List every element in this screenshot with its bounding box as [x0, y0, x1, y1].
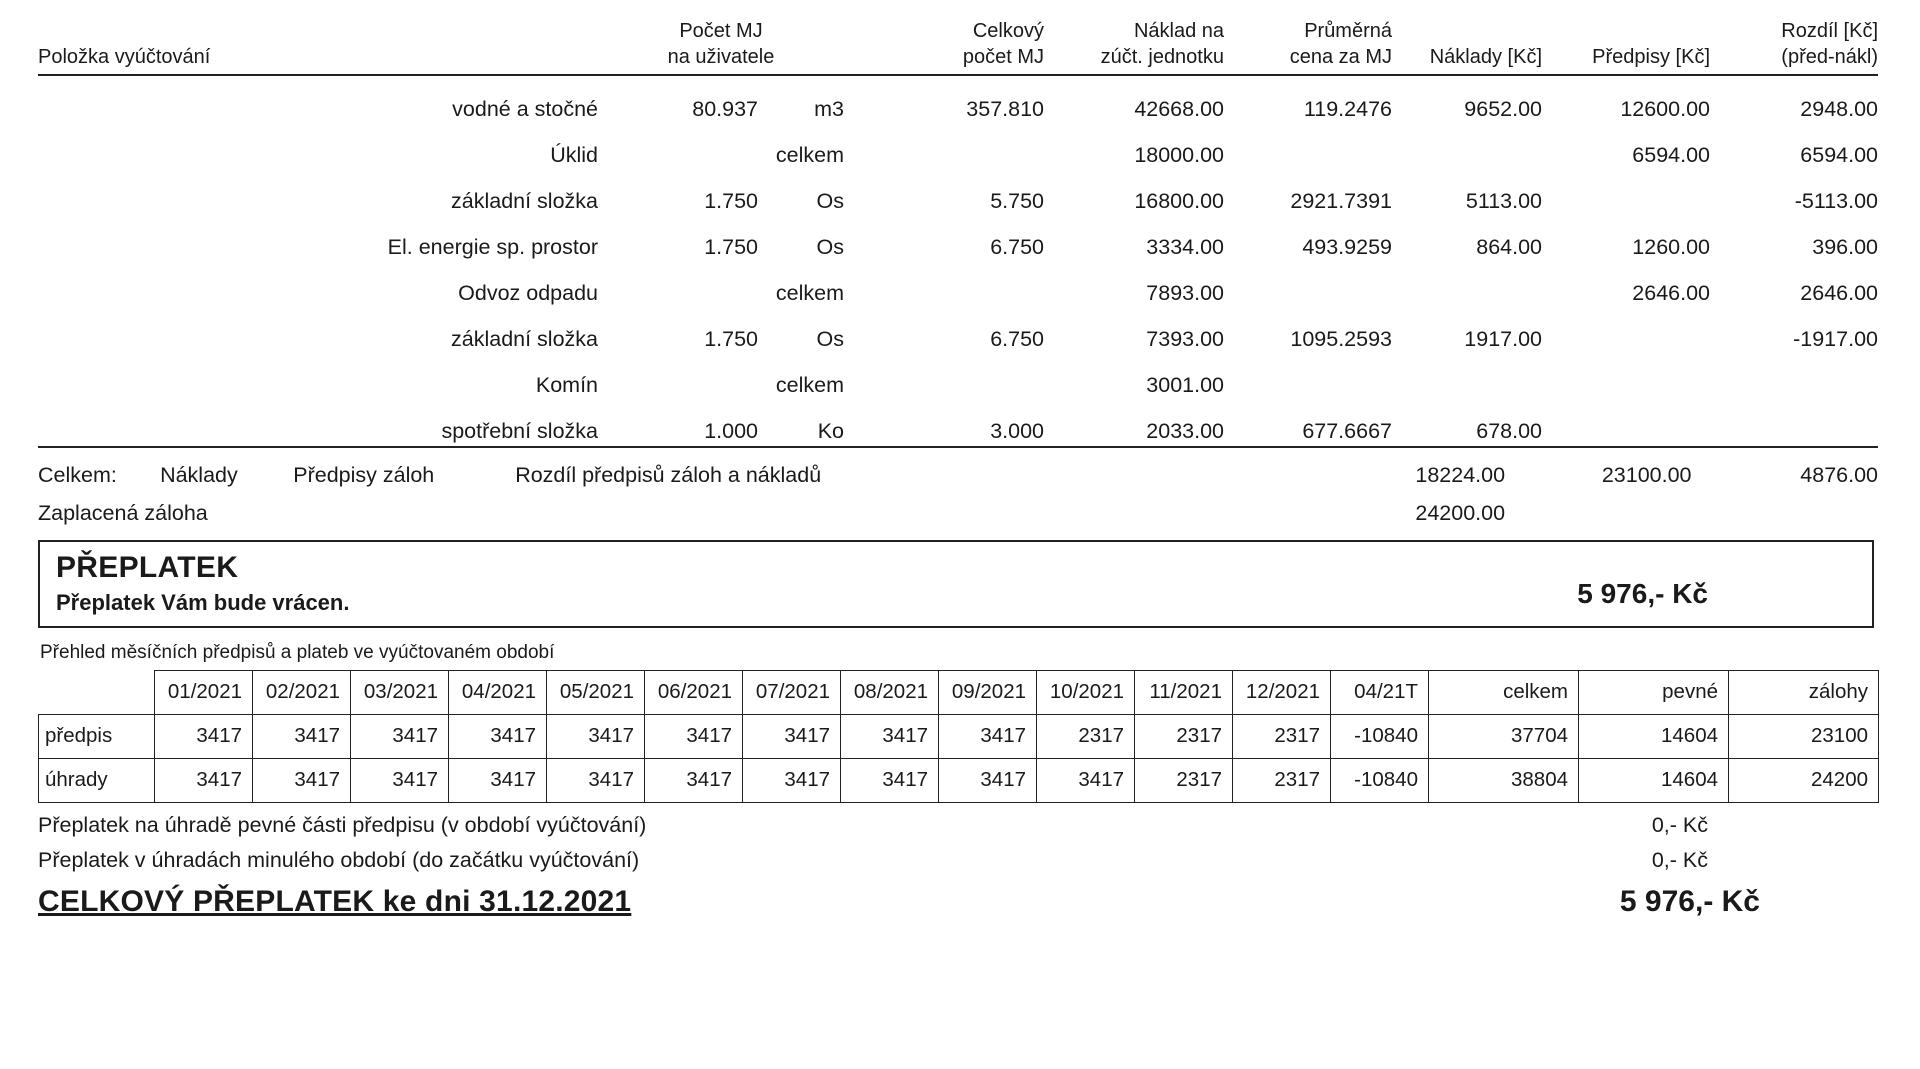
table-header: [38, 18, 1878, 75]
overpayment-amount: 5 976,- Kč: [1577, 578, 1708, 609]
monthly-total-cell: 38804: [1429, 759, 1579, 803]
header-cost-line2: zúčt. jednotku: [1100, 46, 1224, 68]
monthly-cell: 2317: [1037, 715, 1135, 759]
overpayment-box: [38, 540, 1874, 628]
monthly-summary-header: celkem: [1429, 671, 1579, 715]
cell-costs: [1392, 260, 1542, 306]
header-avg-price: [1224, 18, 1392, 75]
monthly-col-header: 11/2021: [1135, 671, 1233, 715]
table-body: [38, 75, 1878, 444]
monthly-cell: 2317: [1135, 715, 1233, 759]
header-mj-line1: Počet MJ: [679, 20, 763, 42]
summary-paid-value: 24200.00: [1415, 501, 1506, 525]
cell-unit: Os: [816, 189, 844, 213]
header-avg-line2: cena za MJ: [1289, 46, 1392, 68]
monthly-cell: 3417: [449, 759, 547, 803]
monthly-cell: 3417: [155, 715, 253, 759]
monthly-cell: 3417: [449, 715, 547, 759]
footer-line1-value: 0,- Kč: [1651, 813, 1708, 837]
cell-cost-per-unit: 18000.00: [1134, 143, 1224, 167]
footer-line1-label: Přeplatek na úhradě pevné části předpisu (v období vyúčtování): [38, 813, 647, 837]
monthly-col-header: 06/2021: [645, 671, 743, 715]
header-item: [38, 18, 598, 75]
cell-cost-per-unit: 3334.00: [1146, 235, 1224, 259]
cell-mj-per-user: celkem: [775, 281, 844, 305]
cell-total-mj: [844, 352, 1044, 398]
monthly-cell: -10840: [1331, 759, 1429, 803]
monthly-col-header: 10/2021: [1037, 671, 1135, 715]
monthly-table-caption: Přehled měsíčních předpisů a plateb ve vyúčtovaném období: [40, 642, 555, 663]
monthly-cell: 3417: [743, 759, 841, 803]
footer-line-previous-period: [38, 848, 1878, 873]
table-row: [38, 398, 1878, 444]
cell-avg-price: 677.6667: [1302, 419, 1392, 443]
cell-avg-price: 119.2476: [1303, 97, 1392, 121]
table-row: [38, 75, 1878, 122]
monthly-col-header: 04/21T: [1331, 671, 1429, 715]
cell-mj-per-user: 1.000: [704, 419, 758, 443]
monthly-cell: 3417: [743, 715, 841, 759]
monthly-col-header: 02/2021: [253, 671, 351, 715]
monthly-cell: 3417: [939, 759, 1037, 803]
header-avg-line1: Průměrná: [1304, 20, 1392, 42]
cell-unit: Os: [816, 235, 844, 259]
header-diff-line2: (před-nákl): [1781, 46, 1878, 68]
summary-celkem-label: Celkem:: [38, 463, 117, 487]
cell-cost-per-unit: 7393.00: [1146, 327, 1224, 351]
header-total-line2: počet MJ: [962, 46, 1044, 68]
cell-mj-per-user: 80.937: [692, 97, 758, 121]
cell-unit: Os: [816, 327, 844, 351]
summary-costs-total: 18224.00: [1415, 463, 1506, 487]
cell-cost-per-unit: 7893.00: [1146, 281, 1224, 305]
overpayment-title: PŘEPLATEK: [56, 551, 239, 584]
cell-total-mj: 5.750: [990, 189, 1044, 213]
footer-line-fixed-part: [38, 813, 1878, 838]
monthly-corner-cell: [39, 671, 155, 715]
cell-item: spotřební složka: [441, 419, 598, 443]
monthly-cell: 3417: [645, 759, 743, 803]
cell-mj-per-user: celkem: [775, 373, 844, 397]
cell-avg-price: [1224, 260, 1392, 306]
monthly-body: [39, 715, 1879, 803]
table-row: [38, 306, 1878, 352]
cell-mj-per-user: 1.750: [704, 327, 758, 351]
monthly-cell: 3417: [1037, 759, 1135, 803]
monthly-cell: 3417: [841, 715, 939, 759]
cell-cost-per-unit: 16800.00: [1134, 189, 1224, 213]
cell-cost-per-unit: 2033.00: [1146, 419, 1224, 443]
cell-total-mj: [844, 122, 1044, 168]
cell-difference: [1710, 398, 1878, 444]
cell-prescriptions: [1542, 398, 1710, 444]
cell-prescriptions: 1260.00: [1632, 235, 1710, 259]
cell-costs: 678.00: [1476, 419, 1542, 443]
cell-item: Úklid: [550, 143, 598, 167]
monthly-summary-header: zálohy: [1729, 671, 1879, 715]
cell-total-mj: 6.750: [990, 327, 1044, 351]
cell-difference: 6594.00: [1800, 143, 1878, 167]
grand-total-row: [38, 885, 1878, 919]
cell-item: El. energie sp. prostor: [387, 235, 598, 259]
cell-total-mj: [844, 260, 1044, 306]
header-mj-line2: na uživatele: [667, 46, 775, 68]
cell-costs: 5113.00: [1465, 189, 1542, 213]
footer-line2-value: 0,- Kč: [1651, 848, 1708, 872]
cell-difference: [1710, 352, 1878, 398]
cell-avg-price: [1224, 352, 1392, 398]
cell-avg-price: 1095.2593: [1290, 327, 1392, 351]
cell-avg-price: [1224, 122, 1392, 168]
monthly-cell: 3417: [645, 715, 743, 759]
table-row: [38, 352, 1878, 398]
grand-total-value: 5 976,- Kč: [1619, 885, 1760, 918]
cell-costs: 9652.00: [1464, 97, 1542, 121]
monthly-row: [39, 715, 1879, 759]
header-difference: [1710, 18, 1878, 75]
cell-total-mj: 357.810: [966, 97, 1044, 121]
header-mj-per-user: [598, 18, 844, 75]
monthly-col-header: 04/2021: [449, 671, 547, 715]
cell-cost-per-unit: 42668.00: [1134, 97, 1224, 121]
monthly-header-row: [39, 671, 1879, 715]
header-prescriptions-label: Předpisy [Kč]: [1592, 46, 1710, 68]
monthly-payments-table: [38, 670, 1879, 803]
monthly-summary-header: pevné: [1579, 671, 1729, 715]
table-row: [38, 260, 1878, 306]
cell-prescriptions: [1542, 168, 1710, 214]
monthly-cell: 3417: [351, 759, 449, 803]
monthly-cell: 3417: [253, 759, 351, 803]
cell-difference: -5113.00: [1794, 189, 1878, 213]
monthly-total-cell: 14604: [1579, 715, 1729, 759]
summary-naklady-label: Náklady: [160, 463, 238, 487]
cell-costs: [1392, 122, 1542, 168]
cell-prescriptions: [1542, 306, 1710, 352]
header-prescriptions: [1542, 18, 1710, 75]
cell-item: Odvoz odpadu: [458, 281, 598, 305]
summary-row-paid: [38, 488, 1878, 526]
monthly-cell: 3417: [253, 715, 351, 759]
monthly-col-header: 09/2021: [939, 671, 1037, 715]
monthly-col-header: 07/2021: [743, 671, 841, 715]
monthly-cell: 3417: [841, 759, 939, 803]
cell-difference: 2646.00: [1800, 281, 1878, 305]
monthly-col-header: 05/2021: [547, 671, 645, 715]
cell-difference: -1917.00: [1793, 327, 1878, 351]
cell-total-mj: 3.000: [990, 419, 1044, 443]
summary-predpisy-label: Předpisy záloh: [293, 463, 435, 487]
summary-paid-label: Zaplacená záloha: [38, 501, 208, 525]
grand-total-label: CELKOVÝ PŘEPLATEK ke dni 31.12.2021: [38, 885, 632, 918]
monthly-cell: 2317: [1233, 759, 1331, 803]
cell-mj-per-user: 1.750: [704, 189, 758, 213]
summary-table: [38, 450, 1878, 526]
table-row: [38, 168, 1878, 214]
monthly-cell: -10840: [1331, 715, 1429, 759]
table-row: [38, 214, 1878, 260]
cell-total-mj: 6.750: [990, 235, 1044, 259]
monthly-cell: 3417: [155, 759, 253, 803]
summary-prescriptions-total: 23100.00: [1601, 463, 1692, 487]
cell-item: Komín: [535, 373, 598, 397]
header-costs-label: Náklady [Kč]: [1429, 46, 1542, 68]
monthly-cell: 3417: [351, 715, 449, 759]
monthly-row-label: předpis: [39, 715, 155, 759]
cell-costs: 1917.00: [1464, 327, 1542, 351]
header-cost-per-unit: [1044, 18, 1224, 75]
monthly-cell: 3417: [547, 715, 645, 759]
cell-prescriptions: 2646.00: [1632, 281, 1710, 305]
cell-difference: 396.00: [1812, 235, 1878, 259]
cell-prescriptions: [1542, 352, 1710, 398]
cell-prescriptions: 12600.00: [1620, 97, 1710, 121]
monthly-cell: 2317: [1135, 759, 1233, 803]
header-cost-line1: Náklad na: [1133, 20, 1224, 42]
table-row: [38, 122, 1878, 168]
monthly-total-cell: 24200: [1729, 759, 1879, 803]
cell-prescriptions: 6594.00: [1632, 143, 1710, 167]
header-diff-line1: Rozdíl [Kč]: [1781, 20, 1878, 42]
monthly-col-header: 08/2021: [841, 671, 939, 715]
footer-line2-label: Přeplatek v úhradách minulého období (do začátku vyúčtování): [38, 848, 640, 872]
cell-unit: Ko: [817, 419, 844, 443]
summary-difference-total: 4876.00: [1800, 463, 1878, 487]
cell-avg-price: 2921.7391: [1290, 189, 1392, 213]
summary-divider: [38, 446, 1878, 448]
header-costs: [1392, 18, 1542, 75]
summary-rozdil-label: Rozdíl předpisů záloh a nákladů: [515, 463, 822, 487]
monthly-col-header: 12/2021: [1233, 671, 1331, 715]
header-total-line1: Celkový: [972, 20, 1044, 42]
cell-item: základní složka: [451, 327, 598, 351]
monthly-row-label: úhrady: [39, 759, 155, 803]
cell-avg-price: 493.9259: [1302, 235, 1392, 259]
monthly-cell: 3417: [939, 715, 1037, 759]
monthly-total-cell: 23100: [1729, 715, 1879, 759]
summary-row-totals: [38, 450, 1878, 488]
cell-item: vodné a stočné: [452, 97, 598, 121]
cell-costs: 864.00: [1476, 235, 1542, 259]
overpayment-subtitle: Přeplatek Vám bude vrácen.: [56, 590, 350, 615]
cell-item: základní složka: [451, 189, 598, 213]
cost-breakdown-table: [38, 18, 1878, 444]
monthly-total-cell: 37704: [1429, 715, 1579, 759]
cell-unit: m3: [814, 97, 844, 121]
cell-cost-per-unit: 3001.00: [1146, 373, 1224, 397]
header-item-label: Položka vyúčtování: [38, 46, 211, 68]
cell-mj-per-user: celkem: [775, 143, 844, 167]
monthly-cell: 3417: [547, 759, 645, 803]
monthly-total-cell: 14604: [1579, 759, 1729, 803]
cell-difference: 2948.00: [1800, 97, 1878, 121]
header-total-mj: [844, 18, 1044, 75]
cell-costs: [1392, 352, 1542, 398]
monthly-cell: 2317: [1233, 715, 1331, 759]
monthly-row: [39, 759, 1879, 803]
monthly-col-header: 03/2021: [351, 671, 449, 715]
cell-mj-per-user: 1.750: [704, 235, 758, 259]
monthly-col-header: 01/2021: [155, 671, 253, 715]
